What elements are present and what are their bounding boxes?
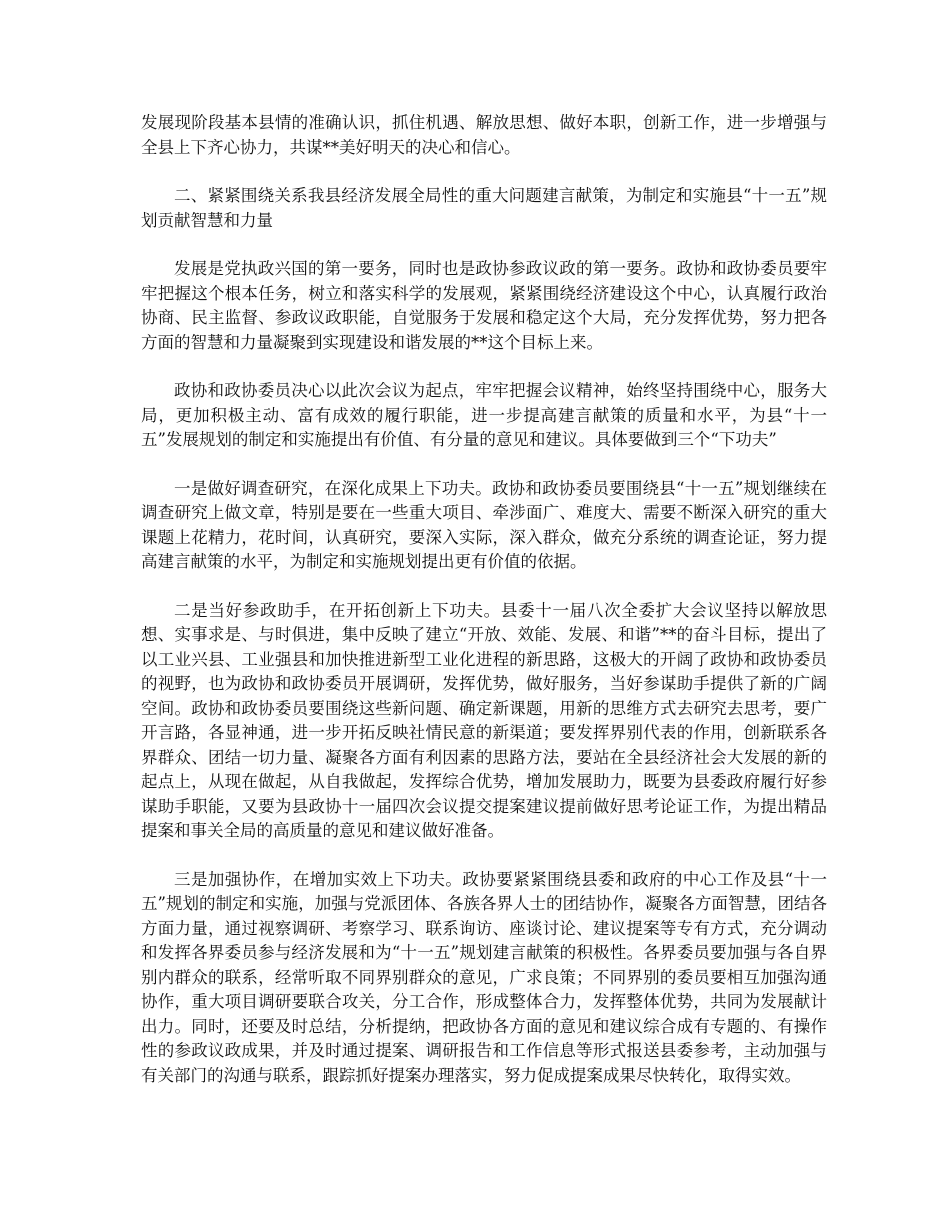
- paragraph-committee-resolve: 政协和政协委员决心以此次会议为起点，牢牢把握会议精神，始终坚持围绕中心，服务大局，更加积极主动、富有成效的履行职能，进一步提高建言献策的质量和水平，为县“十一五”发展规划的制定和实施提出有价值、有分量的意见和建议。具体要做到三个“下功夫”: [141, 381, 827, 449]
- section-heading-two: 二、紧紧围绕关系我县经济发展全局性的重大问题建言献策，为制定和实施县“十一五”规划贡献智慧和力量: [141, 186, 827, 230]
- paragraph-point-three: 三是加强协作，在增加实效上下功夫。政协要紧紧围绕县委和政府的中心工作及县“十一五”规划的制定和实施，加强与党派团体、各族各界人士的团结协作，凝聚各方面智慧，团结各方面力量，通过视察调研、考察学习、联系询访、座谈讨论、建议提案等专有方式，充分调动和发挥各界委员参与经济发展和为“十一五”规划建言献策的积极性。各界委员要加强与各自界别内群众的联系，经常听取不同界别群众的意见，广求良策；不同界别的委员要相互加强沟通协作，重大项目调研要联合攻关，分工合作，形成整体合力，发挥整体优势，共同为发展献计出力。同时，还要及时总结，分析提纳，把政协各方面的意见和建议综合成有专题的、有操作性的参政议政成果，并及时通过提案、调研报告和工作信息等形式报送县委参考，主动加强与有关部门的沟通与联系，跟踪抓好提案办理落实，努力促成提案成果尽快转化，取得实效。: [141, 869, 827, 1085]
- paragraph-continuation: 发展现阶段基本县情的准确认识，抓住机遇、解放思想、做好本职，创新工作，进一步增强与全县上下齐心协力，共谋**美好明天的决心和信心。: [141, 113, 827, 157]
- document-body: [141, 111, 827, 1112]
- paragraph-development-task: 发展是党执政兴国的第一要务，同时也是政协参政议政的第一要务。政协和政协委员要牢牢把握这个根本任务，树立和落实科学的发展观，紧紧围绕经济建设这个中心，认真履行政治协商、民主监督、参政议政职能，自觉服务于发展和稳定这个大局，充分发挥优势，努力把各方面的智慧和力量凝聚到实现建设和谐发展的**这个目标上来。: [141, 259, 827, 352]
- paragraph-point-one: 一是做好调查研究，在深化成果上下功夫。政协和政协委员要围绕县“十一五”规划继续在调查研究上做文章，特别是要在一些重大项目、牵涉面广、难度大、需要不断深入研究的重大课题上花精力，花时间，认真研究，要深入实际，深入群众，做充分系统的调查论证，努力提高建言献策的水平，为制定和实施规划提出更有价值的依据。: [141, 478, 827, 571]
- paragraph-point-two: 二是当好参政助手，在开拓创新上下功夫。县委十一届八次全委扩大会议坚持以解放思想、实事求是、与时俱进，集中反映了建立“开放、效能、发展、和谐”**的奋斗目标，提出了以工业兴县、工业强县和加快推进新型工业化进程的新思路，这极大的开阔了政协和政协委员的视野，也为政协和政协委员开展调研，发挥优势，做好服务，当好参谋助手提供了新的广阔空间。政协和政协委员要围绕这些新问题、确定新课题，用新的思维方式去研究去思考，要广开言路，各显神通，进一步开拓反映社情民意的新渠道；要发挥界别代表的作用，创新联系各界群众、团结一切力量、凝聚各方面有利因素的思路方法，要站在全县经济社会大发展的新的起点上，从现在做起，从自我做起，发挥综合优势，增加发展助力，既要为县委政府履行好参谋助手职能，又要为县政协十一届四次会议提交提案建议提前做好思考论证工作，为提出精品提案和事关全局的高质量的意见和建议做好准备。: [141, 600, 827, 840]
